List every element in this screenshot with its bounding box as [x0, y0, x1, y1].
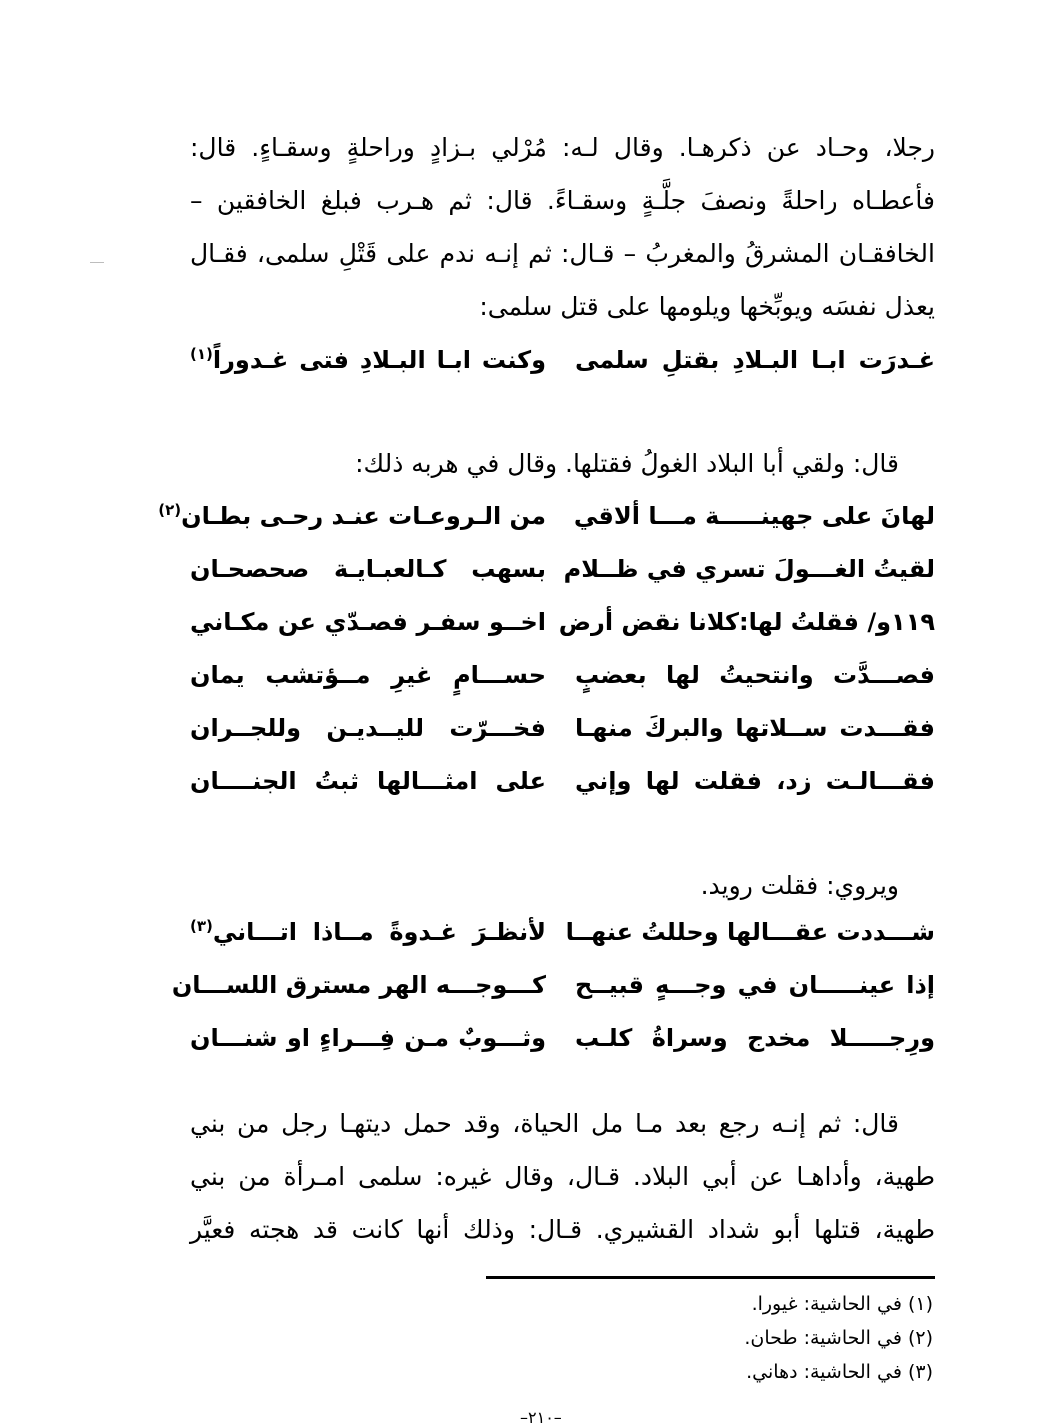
- verse-line: [158, 496, 935, 536]
- verse-first-hemistich: ١١٩و/ فقلتُ لها:كلانا نقض أرض: [558, 608, 935, 636]
- verse-second-hemistich: فخـــرّت لليــديـن وللجــران: [190, 714, 546, 742]
- paragraph-4-line-1: قال: ثم إنـه رجع بعد مـا مل الحياة، وقد حمل ديتهـا رجل من بني: [190, 1109, 899, 1138]
- verse-second-hemistich-text: من الـروعـات عنـد رحـى بطـان: [181, 502, 546, 530]
- verse-second-hemistich-text: لأنظـرَ غـدوةً مــاذا اتـــاني: [212, 918, 546, 946]
- footnote-1: (١) في الحاشية: غيورا.: [751, 1293, 933, 1315]
- scan-margin-mark: [90, 262, 104, 263]
- footnote-3: (٣) في الحاشية: دهاني.: [746, 1361, 933, 1383]
- verse-line: [190, 761, 935, 801]
- page-number: –٢١٠–: [520, 1408, 562, 1427]
- paragraph-2-line-1: قال: ولقي أبا البلاد الغولُ فقتلها. وقال في هربه ذلك:: [355, 449, 899, 478]
- verse-second-hemistich-text: وكنت ابـا البـلادِ فتى غـدوراً: [212, 346, 546, 374]
- paragraph-4-line-3: طهية، قتلها أبو شداد القشيري. قـال: وذلك أنها كانت قد هجته فعيَّر: [190, 1215, 935, 1244]
- verse-first-hemistich: شـــددت عقـــالها وحللتُ عنهــا: [565, 918, 935, 946]
- footnote-marker-1: (١): [190, 345, 213, 363]
- paragraph-4-line-2: طهية، وأداهـا عن أبي البلاد. قـال، وقال غيره: سلمى امـرأة من بني: [190, 1162, 935, 1191]
- verse-second-hemistich: كـــوجـــه الهر مسترق اللســـان: [171, 971, 546, 999]
- footnote-2: (٢) في الحاشية: طحان.: [744, 1327, 933, 1349]
- verse-first-hemistich: فصـــدَّت وانتحيتُ لها بعضبٍ: [575, 661, 935, 689]
- verse-first-hemistich: لقيتُ الغـــولَ تسري في ظــلام: [563, 555, 935, 583]
- verse-second-hemistich: بسهب كـالعبـايـة صحصحـان: [190, 555, 546, 583]
- verse-line: [190, 655, 935, 695]
- verse-second-hemistich: [190, 912, 546, 952]
- paragraph-1-line-2: فأعطـاه راحلةً ونصفَ جلَّـةٍ وسقـاءً. قال: ثم هـرب فبلغ الخافقين –: [190, 186, 935, 215]
- verse-first-hemistich: لهانَ على جهينـــــة مـــا ألاقي: [573, 502, 935, 530]
- verse-line: [171, 965, 935, 1005]
- verse-line: [190, 549, 935, 589]
- verse-first-hemistich: ورِجـــــلا مخدج وسراةُ كلـب: [575, 1024, 935, 1052]
- verse-line: [190, 1018, 935, 1058]
- verse-second-hemistich: حســـامٍ غيرِ مــؤتشب يمان: [190, 661, 546, 689]
- verse-line: [190, 602, 935, 642]
- verse-second-hemistich: على امثـــالها ثبتُ الجنــــان: [190, 767, 546, 795]
- verse-second-hemistich: اخــو سفـر فصـدّي عن مكـاني: [190, 608, 546, 636]
- verse-line: [190, 708, 935, 748]
- verse-line: [190, 912, 935, 952]
- paragraph-1-line-4: يعذل نفسَه ويوبِّخها ويلومها على قتل سلمى:: [479, 292, 935, 321]
- verse-line: [190, 340, 935, 380]
- paragraph-1-line-1: رجلا، وحـاد عن ذكرهـا. وقال لـه: مُرْلي بـزادٍ وراحلةٍ وسقـاءٍ. قال:: [190, 133, 935, 162]
- verse-first-hemistich: فقـــالـت زد، فقلت لها وإني: [575, 767, 935, 795]
- paragraph-3-line-1: ويروي: فقلت رويد.: [700, 871, 899, 900]
- verse-first-hemistich: غـدرَت ابـا البـلادِ بقتلِ سلمى: [575, 346, 935, 374]
- verse-first-hemistich: إذا عينـــــان في وجـــهٍ قبيــح: [575, 971, 935, 999]
- paragraph-1-line-3: الخافقـان المشرقُ والمغربُ – قـال: ثم إنـه ندم على قَتْلِ سلمى، فقـال: [190, 239, 935, 268]
- footnote-marker-3: (٣): [190, 917, 213, 935]
- verse-second-hemistich: وثـــوبٌ مـن فِـــراءٍ او شنـــان: [190, 1024, 546, 1052]
- footnote-marker-2: (٢): [158, 501, 182, 519]
- verse-first-hemistich: فقـــدت ســلاتها والبركَ منهـا: [575, 714, 935, 742]
- footnote-divider: [486, 1276, 935, 1279]
- verse-second-hemistich: [190, 340, 546, 380]
- verse-second-hemistich: [158, 496, 546, 536]
